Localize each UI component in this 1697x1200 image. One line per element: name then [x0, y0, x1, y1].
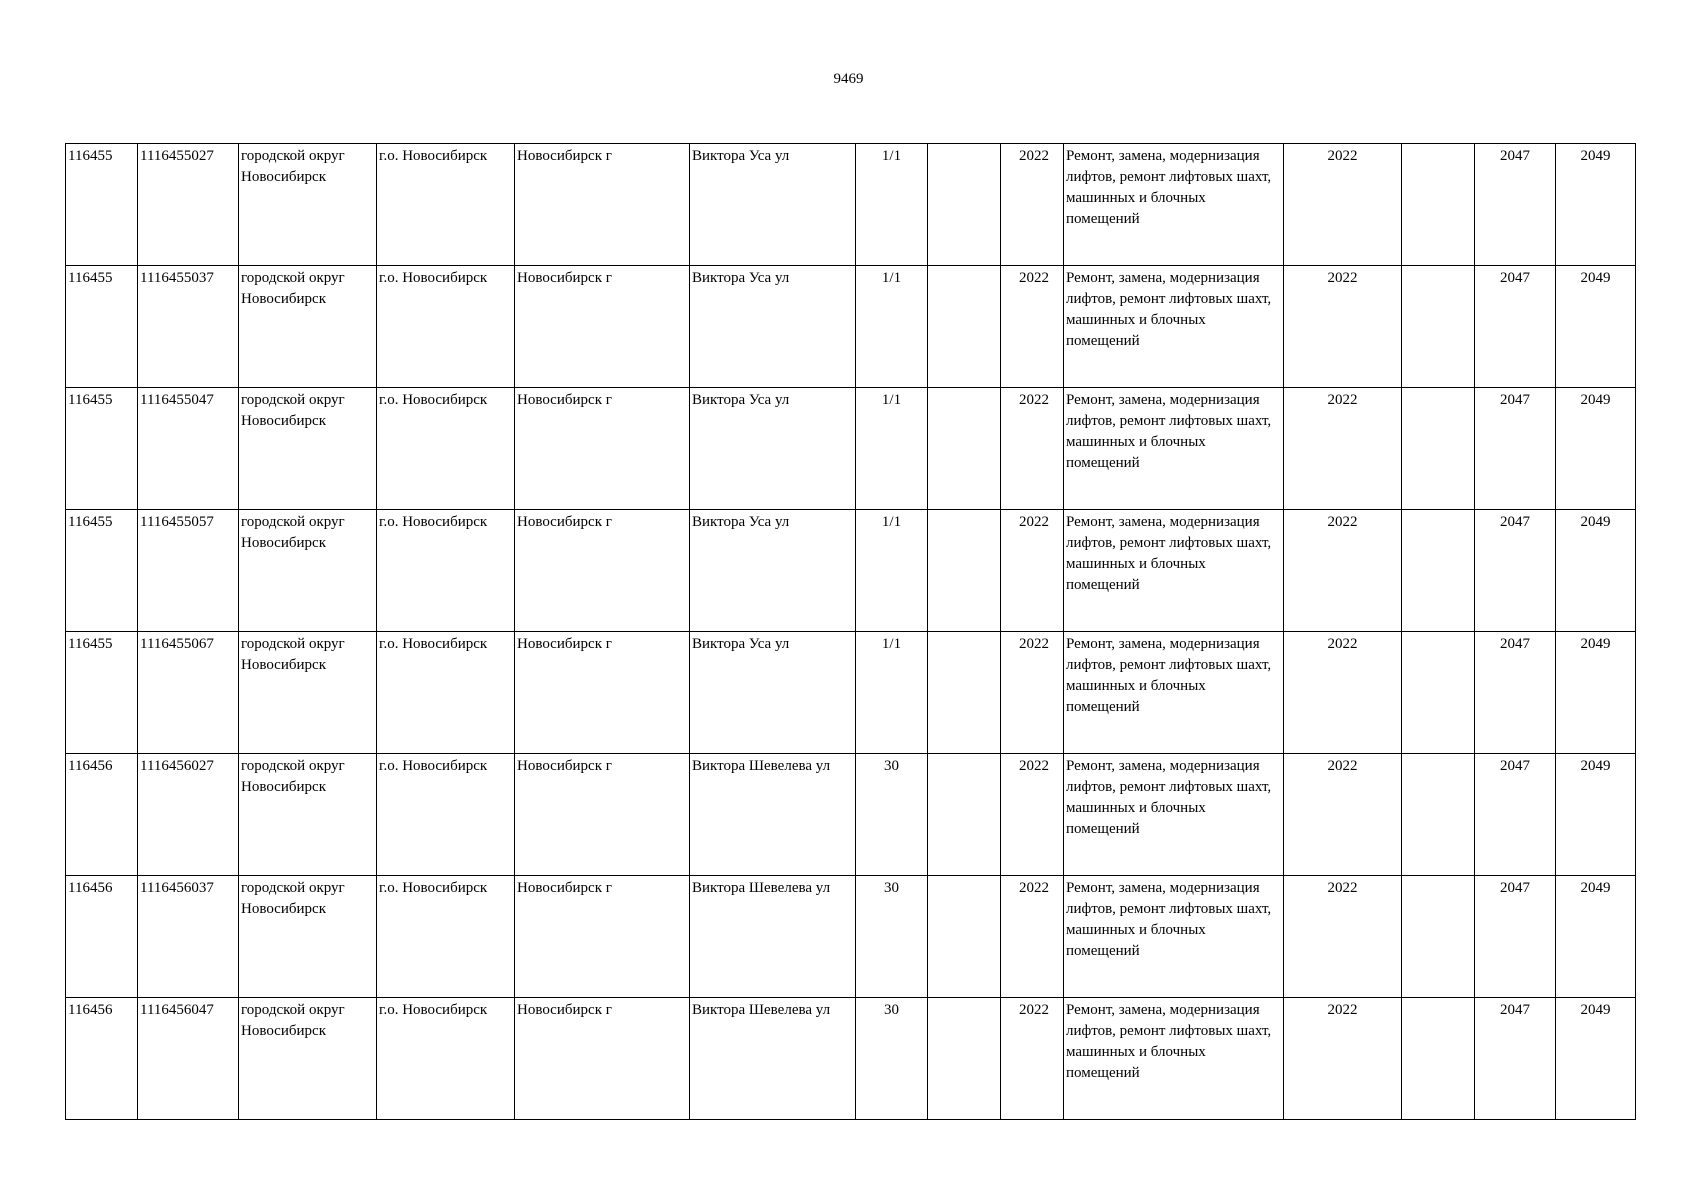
table-row [66, 876, 1636, 998]
cell-period: 2022 [1284, 388, 1402, 510]
cell-id: 116455 [66, 388, 138, 510]
cell-empty [1402, 510, 1475, 632]
cell-municipality: городской округ Новосибирск [239, 144, 377, 266]
cell-street: Виктора Уса ул [690, 144, 856, 266]
cell-municipality: городской округ Новосибирск [239, 632, 377, 754]
cell-year-a: 2047 [1475, 876, 1556, 998]
cell-settlement: Новосибирск г [515, 876, 690, 998]
table-row [66, 266, 1636, 388]
cell-district: г.о. Новосибирск [377, 998, 515, 1120]
cell-municipality: городской округ Новосибирск [239, 754, 377, 876]
table-row [66, 754, 1636, 876]
cell-work-type: Ремонт, замена, модернизация лифтов, ремонт лифтовых шахт, машинных и блочных помещений [1064, 754, 1284, 876]
cell-house: 1/1 [856, 510, 928, 632]
cell-district: г.о. Новосибирск [377, 754, 515, 876]
cell-period: 2022 [1284, 754, 1402, 876]
cell-code: 1116455067 [138, 632, 239, 754]
cell-district: г.о. Новосибирск [377, 876, 515, 998]
table-row [66, 388, 1636, 510]
cell-municipality: городской округ Новосибирск [239, 510, 377, 632]
cell-street: Виктора Шевелева ул [690, 998, 856, 1120]
cell-year-built: 2022 [1001, 144, 1064, 266]
table-body [66, 144, 1636, 1120]
cell-id: 116456 [66, 998, 138, 1120]
cell-id: 116455 [66, 144, 138, 266]
cell-district: г.о. Новосибирск [377, 144, 515, 266]
cell-street: Виктора Шевелева ул [690, 754, 856, 876]
cell-empty [928, 632, 1001, 754]
cell-house: 30 [856, 754, 928, 876]
cell-settlement: Новосибирск г [515, 998, 690, 1120]
cell-settlement: Новосибирск г [515, 266, 690, 388]
cell-empty [1402, 876, 1475, 998]
cell-house: 1/1 [856, 144, 928, 266]
cell-period: 2022 [1284, 998, 1402, 1120]
cell-code: 1116456037 [138, 876, 239, 998]
cell-period: 2022 [1284, 632, 1402, 754]
cell-street: Виктора Шевелева ул [690, 876, 856, 998]
cell-empty [928, 144, 1001, 266]
cell-year-b: 2049 [1556, 510, 1636, 632]
cell-id: 116455 [66, 510, 138, 632]
cell-year-b: 2049 [1556, 388, 1636, 510]
cell-year-a: 2047 [1475, 388, 1556, 510]
cell-house: 30 [856, 998, 928, 1120]
cell-period: 2022 [1284, 266, 1402, 388]
cell-empty [928, 510, 1001, 632]
cell-year-b: 2049 [1556, 754, 1636, 876]
cell-empty [1402, 754, 1475, 876]
cell-code: 1116455037 [138, 266, 239, 388]
table-row [66, 632, 1636, 754]
cell-year-a: 2047 [1475, 632, 1556, 754]
cell-year-built: 2022 [1001, 998, 1064, 1120]
cell-municipality: городской округ Новосибирск [239, 388, 377, 510]
cell-code: 1116456047 [138, 998, 239, 1120]
cell-street: Виктора Уса ул [690, 388, 856, 510]
cell-work-type: Ремонт, замена, модернизация лифтов, ремонт лифтовых шахт, машинных и блочных помещений [1064, 876, 1284, 998]
cell-work-type: Ремонт, замена, модернизация лифтов, ремонт лифтовых шахт, машинных и блочных помещений [1064, 998, 1284, 1120]
cell-code: 1116455027 [138, 144, 239, 266]
cell-year-built: 2022 [1001, 266, 1064, 388]
cell-year-b: 2049 [1556, 144, 1636, 266]
cell-settlement: Новосибирск г [515, 388, 690, 510]
cell-period: 2022 [1284, 510, 1402, 632]
cell-year-b: 2049 [1556, 998, 1636, 1120]
cell-municipality: городской округ Новосибирск [239, 266, 377, 388]
page-number: 9469 [833, 71, 864, 87]
table-row [66, 510, 1636, 632]
cell-empty [928, 754, 1001, 876]
cell-id: 116456 [66, 876, 138, 998]
cell-street: Виктора Уса ул [690, 632, 856, 754]
table-row [66, 998, 1636, 1120]
cell-settlement: Новосибирск г [515, 632, 690, 754]
cell-municipality: городской округ Новосибирск [239, 876, 377, 998]
cell-year-built: 2022 [1001, 876, 1064, 998]
cell-settlement: Новосибирск г [515, 510, 690, 632]
cell-district: г.о. Новосибирск [377, 632, 515, 754]
cell-work-type: Ремонт, замена, модернизация лифтов, ремонт лифтовых шахт, машинных и блочных помещений [1064, 632, 1284, 754]
works-table [65, 143, 1636, 1120]
cell-code: 1116455057 [138, 510, 239, 632]
cell-year-built: 2022 [1001, 632, 1064, 754]
cell-house: 1/1 [856, 388, 928, 510]
cell-street: Виктора Уса ул [690, 266, 856, 388]
cell-year-b: 2049 [1556, 266, 1636, 388]
cell-empty [1402, 144, 1475, 266]
cell-code: 1116456027 [138, 754, 239, 876]
cell-work-type: Ремонт, замена, модернизация лифтов, ремонт лифтовых шахт, машинных и блочных помещений [1064, 388, 1284, 510]
cell-empty [1402, 266, 1475, 388]
cell-year-a: 2047 [1475, 998, 1556, 1120]
cell-period: 2022 [1284, 876, 1402, 998]
cell-work-type: Ремонт, замена, модернизация лифтов, ремонт лифтовых шахт, машинных и блочных помещений [1064, 510, 1284, 632]
cell-id: 116456 [66, 754, 138, 876]
cell-settlement: Новосибирск г [515, 754, 690, 876]
cell-house: 1/1 [856, 266, 928, 388]
cell-district: г.о. Новосибирск [377, 510, 515, 632]
cell-work-type: Ремонт, замена, модернизация лифтов, ремонт лифтовых шахт, машинных и блочных помещений [1064, 144, 1284, 266]
cell-id: 116455 [66, 632, 138, 754]
cell-year-built: 2022 [1001, 388, 1064, 510]
cell-district: г.о. Новосибирск [377, 266, 515, 388]
cell-id: 116455 [66, 266, 138, 388]
cell-year-a: 2047 [1475, 144, 1556, 266]
cell-year-a: 2047 [1475, 754, 1556, 876]
cell-empty [928, 266, 1001, 388]
cell-year-built: 2022 [1001, 510, 1064, 632]
cell-empty [1402, 632, 1475, 754]
cell-district: г.о. Новосибирск [377, 388, 515, 510]
cell-empty [1402, 388, 1475, 510]
cell-municipality: городской округ Новосибирск [239, 998, 377, 1120]
cell-year-a: 2047 [1475, 510, 1556, 632]
cell-empty [928, 388, 1001, 510]
cell-empty [1402, 998, 1475, 1120]
cell-year-b: 2049 [1556, 632, 1636, 754]
cell-settlement: Новосибирск г [515, 144, 690, 266]
table-row [66, 144, 1636, 266]
cell-house: 1/1 [856, 632, 928, 754]
cell-work-type: Ремонт, замена, модернизация лифтов, ремонт лифтовых шахт, машинных и блочных помещений [1064, 266, 1284, 388]
cell-empty [928, 998, 1001, 1120]
cell-year-built: 2022 [1001, 754, 1064, 876]
cell-year-b: 2049 [1556, 876, 1636, 998]
cell-code: 1116455047 [138, 388, 239, 510]
cell-year-a: 2047 [1475, 266, 1556, 388]
cell-street: Виктора Уса ул [690, 510, 856, 632]
cell-period: 2022 [1284, 144, 1402, 266]
cell-empty [928, 876, 1001, 998]
cell-house: 30 [856, 876, 928, 998]
